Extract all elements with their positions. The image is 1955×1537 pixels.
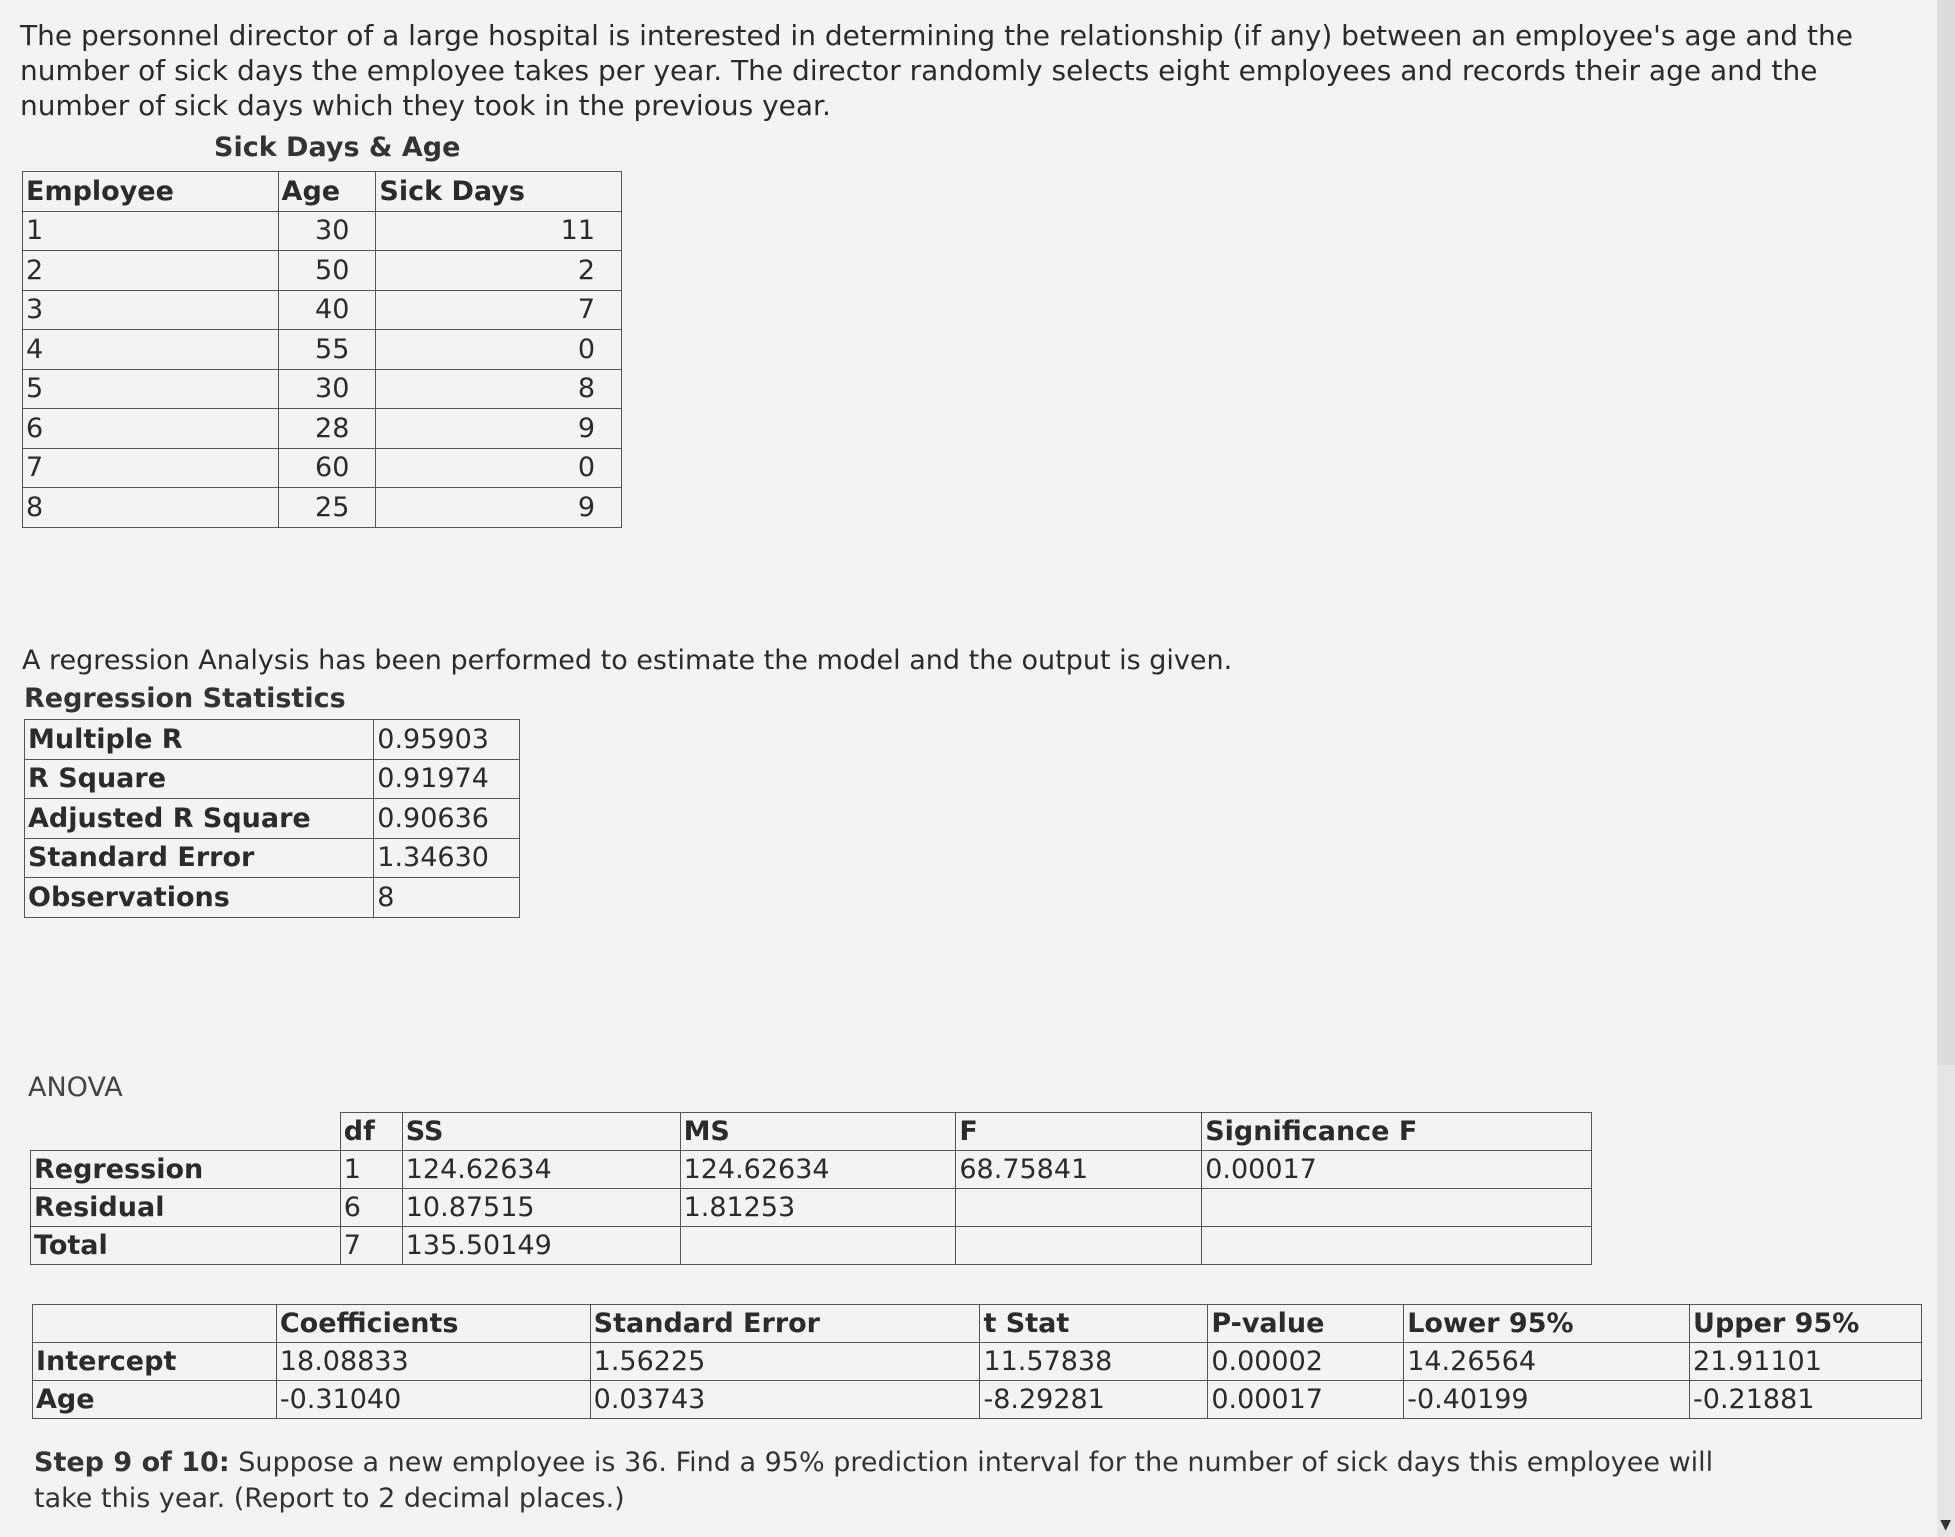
regression-sentence: A regression Analysis has been performed to estimate the model and the output is given. [22, 645, 1233, 676]
cell-standard-error: 0.03743 [590, 1381, 980, 1419]
cell-f [956, 1227, 1202, 1265]
anova-table [30, 1112, 1592, 1265]
coefficients-table [32, 1304, 1922, 1419]
table-row [23, 211, 622, 251]
cell-sick-days: 9 [376, 488, 622, 528]
cell-sick-days: 0 [376, 330, 622, 370]
cell-age: 55 [278, 330, 376, 370]
table-row [31, 1151, 1592, 1189]
table-row [23, 251, 622, 291]
cell-coefficient: -0.31040 [276, 1381, 590, 1419]
cell-df: 6 [340, 1189, 402, 1227]
table-header-row [23, 172, 622, 212]
table-row [23, 330, 622, 370]
cell-significance-f [1202, 1189, 1592, 1227]
stat-label: Observations [25, 878, 374, 918]
problem-intro: The personnel director of a large hospital is interested in determining the relationship (if any) between an employee's age and the number of sick days the employee takes per year. The director randomly selects eight employees and records their age and the number of sick days which they took in the previous year. [20, 19, 1853, 122]
cell-age: 30 [278, 211, 376, 251]
anova-title: ANOVA [28, 1072, 123, 1103]
header-lower-95: Lower 95% [1404, 1305, 1690, 1343]
cell-employee: 2 [23, 251, 279, 291]
cell-f: 68.75841 [956, 1151, 1202, 1189]
cell-sick-days: 7 [376, 290, 622, 330]
cell-age: 25 [278, 488, 376, 528]
cell-age: 40 [278, 290, 376, 330]
sick-table-title: Sick Days & Age [214, 132, 461, 163]
cell-age: 30 [278, 369, 376, 409]
cell-sick-days: 8 [376, 369, 622, 409]
cell-sick-days: 9 [376, 409, 622, 449]
cell-employee: 4 [23, 330, 279, 370]
table-row [23, 369, 622, 409]
cell-ss: 10.87515 [402, 1189, 680, 1227]
table-row [33, 1381, 1922, 1419]
cell-lower-95: -0.40199 [1404, 1381, 1690, 1419]
table-row [25, 720, 520, 760]
stat-value: 0.90636 [374, 799, 520, 839]
cell-employee: 8 [23, 488, 279, 528]
table-row [31, 1189, 1592, 1227]
header-ss: SS [402, 1113, 680, 1151]
scroll-down-arrow-icon[interactable]: ▼ [1940, 1517, 1951, 1533]
row-label: Residual [31, 1189, 341, 1227]
cell-upper-95: 21.91101 [1690, 1343, 1922, 1381]
step-label: Step 9 of 10: [34, 1447, 230, 1478]
table-row [31, 1227, 1592, 1265]
row-label: Regression [31, 1151, 341, 1189]
cell-df: 1 [340, 1151, 402, 1189]
stat-label: Multiple R [25, 720, 374, 760]
cell-ms: 124.62634 [680, 1151, 956, 1189]
table-row [25, 838, 520, 878]
header-employee: Employee [23, 172, 279, 212]
stat-label: R Square [25, 759, 374, 799]
table-row [23, 488, 622, 528]
cell-age: 50 [278, 251, 376, 291]
header-standard-error: Standard Error [590, 1305, 980, 1343]
cell-lower-95: 14.26564 [1404, 1343, 1690, 1381]
stat-label: Standard Error [25, 838, 374, 878]
header-ms: MS [680, 1113, 956, 1151]
cell-employee: 7 [23, 448, 279, 488]
cell-employee: 5 [23, 369, 279, 409]
table-row [23, 409, 622, 449]
step-text: Suppose a new employee is 36. Find a 95% prediction interval for the number of sick days this employee will take this year. (Report to 2 decimal places.) [34, 1447, 1714, 1514]
stat-value: 0.91974 [374, 759, 520, 799]
table-row [25, 799, 520, 839]
regression-statistics-table [24, 719, 520, 918]
cell-p-value: 0.00017 [1208, 1381, 1404, 1419]
cell-age: 60 [278, 448, 376, 488]
header-age: Age [278, 172, 376, 212]
header-blank [33, 1305, 277, 1343]
cell-ms [680, 1227, 956, 1265]
table-row [25, 878, 520, 918]
page-scrollbar[interactable] [1937, 0, 1955, 1537]
row-label: Age [33, 1381, 277, 1419]
table-row [25, 759, 520, 799]
table-header-row [33, 1305, 1922, 1343]
header-f: F [956, 1113, 1202, 1151]
sick-days-age-table [22, 171, 622, 528]
row-label: Intercept [33, 1343, 277, 1381]
stat-label: Adjusted R Square [25, 799, 374, 839]
stat-value: 1.34630 [374, 838, 520, 878]
cell-significance-f: 0.00017 [1202, 1151, 1592, 1189]
cell-t-stat: 11.57838 [980, 1343, 1208, 1381]
cell-standard-error: 1.56225 [590, 1343, 980, 1381]
cell-df: 7 [340, 1227, 402, 1265]
cell-f [956, 1189, 1202, 1227]
cell-employee: 3 [23, 290, 279, 330]
cell-sick-days: 0 [376, 448, 622, 488]
header-df: df [340, 1113, 402, 1151]
step-question [34, 1445, 1714, 1517]
stat-value: 0.95903 [374, 720, 520, 760]
table-row [23, 448, 622, 488]
table-header-row [31, 1113, 1592, 1151]
table-row [33, 1343, 1922, 1381]
cell-t-stat: -8.29281 [980, 1381, 1208, 1419]
table-row [23, 290, 622, 330]
cell-upper-95: -0.21881 [1690, 1381, 1922, 1419]
header-coefficients: Coefficients [276, 1305, 590, 1343]
header-sick-days: Sick Days [376, 172, 622, 212]
cell-significance-f [1202, 1227, 1592, 1265]
header-p-value: P-value [1208, 1305, 1404, 1343]
cell-age: 28 [278, 409, 376, 449]
header-t-stat: t Stat [980, 1305, 1208, 1343]
header-significance-f: Significance F [1202, 1113, 1592, 1151]
header-upper-95: Upper 95% [1690, 1305, 1922, 1343]
header-blank [31, 1113, 341, 1151]
row-label: Total [31, 1227, 341, 1265]
cell-ss: 135.50149 [402, 1227, 680, 1265]
regression-stats-title: Regression Statistics [24, 683, 346, 714]
cell-p-value: 0.00002 [1208, 1343, 1404, 1381]
cell-sick-days: 11 [376, 211, 622, 251]
stat-value: 8 [374, 878, 520, 918]
scrollbar-thumb[interactable] [1937, 0, 1955, 1065]
cell-employee: 1 [23, 211, 279, 251]
cell-employee: 6 [23, 409, 279, 449]
cell-ms: 1.81253 [680, 1189, 956, 1227]
cell-sick-days: 2 [376, 251, 622, 291]
cell-ss: 124.62634 [402, 1151, 680, 1189]
cell-coefficient: 18.08833 [276, 1343, 590, 1381]
